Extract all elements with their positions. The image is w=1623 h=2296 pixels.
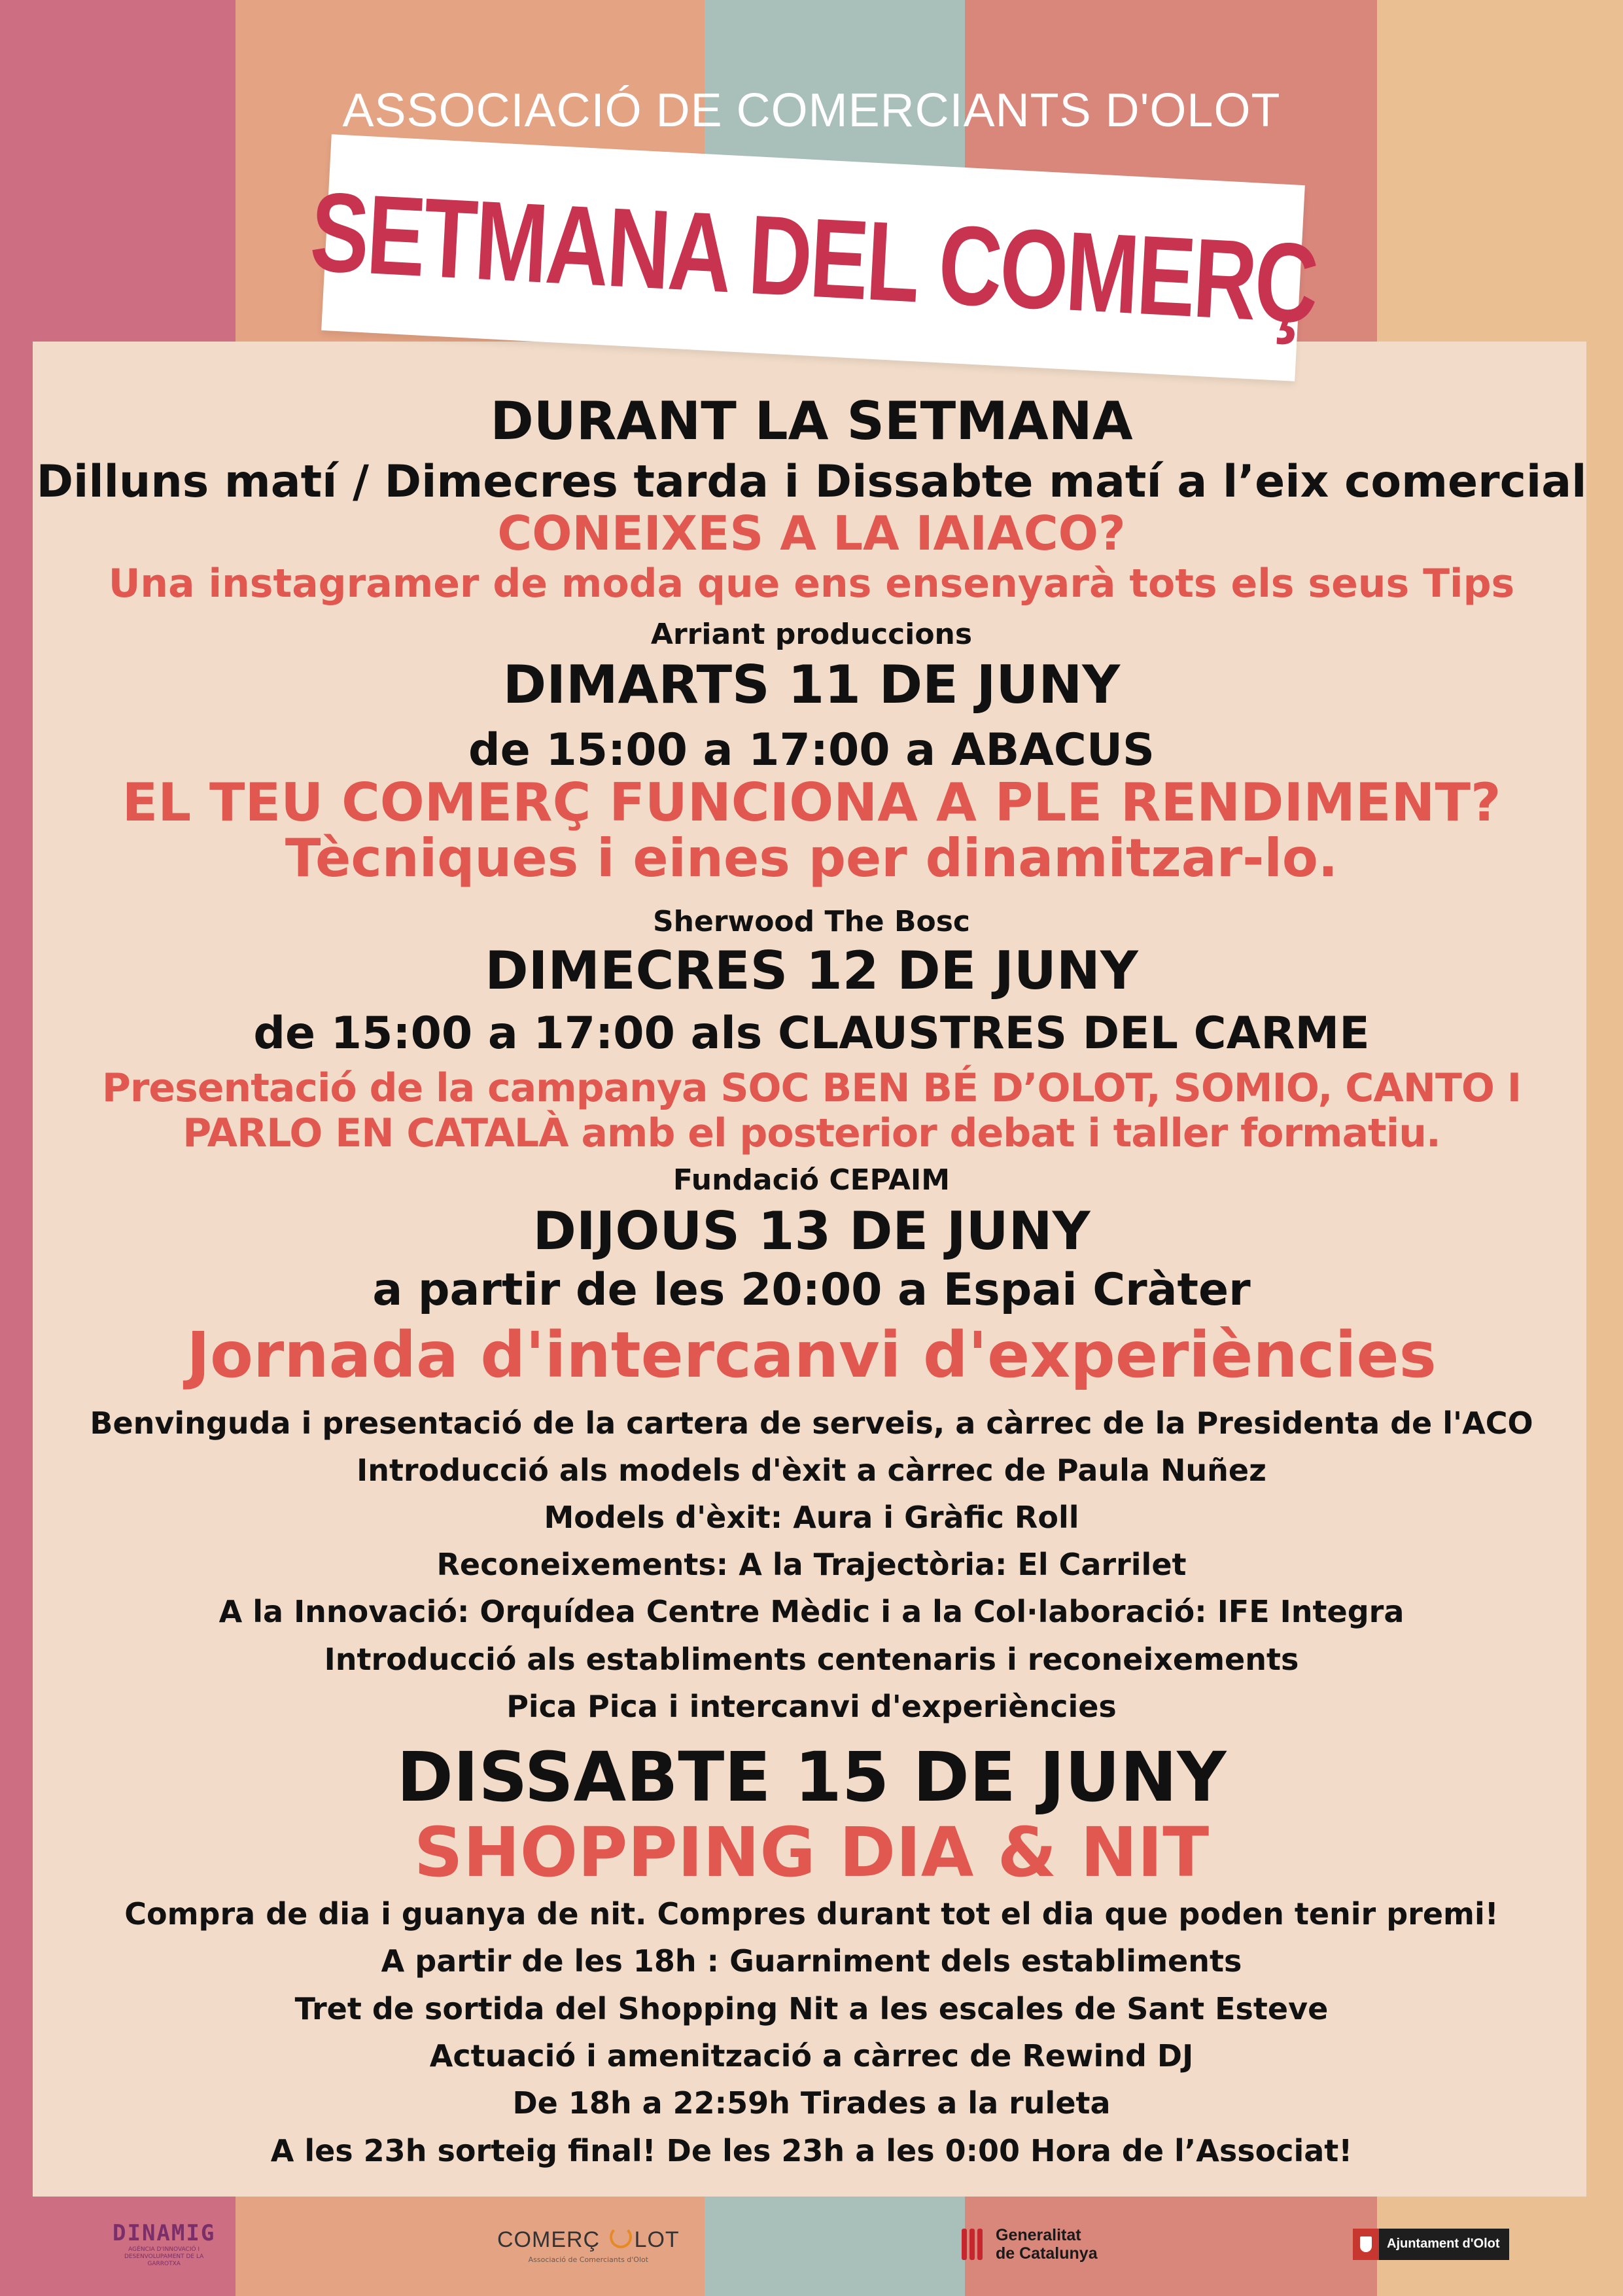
thursday-program-item: A la Innovació: Orquídea Centre Mèdic i a la Col·laboració: IFE Integra <box>218 1594 1405 1629</box>
tuesday-event-title-2: Tècniques i eines per dinamitzar-lo. <box>285 828 1338 889</box>
wednesday-schedule: de 15:00 a 17:00 als CLAUSTRES DEL CARME <box>253 1008 1370 1059</box>
saturday-program-item: Compra de dia i guanya de nit. Compres durant tot el dia que poden tenir premi! <box>124 1896 1499 1932</box>
organization-name: ASSOCIACIÓ DE COMERCIANTS D'OLOT <box>342 84 1281 137</box>
thursday-heading: DIJOUS 13 DE JUNY <box>532 1201 1091 1262</box>
during-week-event-title: CONEIXES A LA IAIACO? <box>497 506 1126 561</box>
wednesday-organizer: Fundació CEPAIM <box>672 1163 951 1197</box>
comerc-olot-logo-word: COMERÇ <box>497 2227 601 2252</box>
thursday-program-item: Benvinguda i presentació de la cartera de serveis, a càrrec de la Presidenta de l'ACO <box>90 1405 1533 1441</box>
sponsor-logos <box>0 2192 1623 2296</box>
saturday-program-item: Actuació i amenització a càrrec de Rewind DJ <box>429 2038 1194 2074</box>
comerc-olot-logo <box>497 2192 680 2296</box>
senyera-icon <box>962 2229 988 2260</box>
generalitat-logo-line-1: Generalitat <box>996 2225 1081 2244</box>
saturday-program-item: Tret de sortida del Shopping Nit a les escales de Sant Esteve <box>294 1991 1329 2026</box>
wednesday-heading: DIMECRES 12 DE JUNY <box>485 940 1138 1001</box>
thursday-program-item: Introducció als establiments centenaris i reconeixements <box>324 1642 1299 1677</box>
coat-of-arms-icon <box>1353 2229 1379 2260</box>
thursday-event-title: Jornada d'intercanvi d'experiències <box>186 1318 1437 1392</box>
during-week-event-subtitle: Una instagramer de moda que ens ensenyarà tots els seus Tips <box>108 561 1515 607</box>
wednesday-event-line-1: Presentació de la campanya SOC BEN BÉ D’OLOT, SOMIO, CANTO I <box>101 1065 1522 1111</box>
thursday-program-item: Introducció als models d'èxit a càrrec de Paula Nuñez <box>357 1453 1266 1488</box>
wednesday-event-line-2: PARLO EN CATALÀ amb el posterior debat i taller formatiu. <box>183 1110 1440 1156</box>
tuesday-heading: DIMARTS 11 DE JUNY <box>502 654 1121 715</box>
ajuntament-logo <box>1353 2192 1509 2296</box>
dinamig-logo <box>113 2192 215 2296</box>
during-week-schedule: Dilluns matí / Dimecres tarda i Dissabte matí a l’eix comercial <box>36 456 1587 508</box>
tuesday-event-title-1: EL TEU COMERÇ FUNCIONA A PLE RENDIMENT? <box>122 772 1501 833</box>
dinamig-logo-subtitle: AGÈNCIA D'INNOVACIÓ I DESENVOLUPAMENT DE LA GARROTXA <box>124 2246 204 2267</box>
page-title-text: SETMANA DEL COMERÇ <box>307 168 1319 347</box>
saturday-program-item: A les 23h sorteig final! De les 23h a les 0:00 Hora de l’Associat! <box>270 2133 1353 2168</box>
saturday-program-item: De 18h a 22:59h Tirades a la ruleta <box>512 2085 1111 2121</box>
saturday-heading: DISSABTE 15 DE JUNY <box>396 1737 1227 1817</box>
thursday-program-item: Models d'èxit: Aura i Gràfic Roll <box>544 1500 1079 1535</box>
comerc-olot-logo-city: LOT <box>634 2227 680 2252</box>
power-icon <box>610 2226 632 2248</box>
thursday-program-item: Reconeixements: A la Trajectòria: El Carrilet <box>436 1547 1187 1582</box>
generalitat-logo-line-2: de Catalunya <box>996 2244 1098 2263</box>
generalitat-logo <box>962 2192 1098 2296</box>
tuesday-schedule: de 15:00 a 17:00 a ABACUS <box>468 724 1155 776</box>
during-week-organizer: Arriant produccions <box>650 618 973 651</box>
dinamig-logo-title: DINAMIG <box>113 2220 216 2246</box>
thursday-schedule: a partir de les 20:00 a Espai Cràter <box>372 1264 1251 1316</box>
ajuntament-logo-text: Ajuntament d'Olot <box>1387 2236 1500 2251</box>
thursday-program-item: Pica Pica i intercanvi d'experiències <box>506 1689 1117 1724</box>
saturday-event-title: SHOPPING DIA & NIT <box>413 1812 1210 1892</box>
comerc-olot-logo-subtitle: Associació de Comerciants d'Olot <box>528 2255 649 2264</box>
during-week-heading: DURANT LA SETMANA <box>490 391 1133 451</box>
tuesday-organizer: Sherwood The Bosc <box>652 905 970 938</box>
saturday-program-item: A partir de les 18h : Guarniment dels establiments <box>381 1943 1242 1979</box>
